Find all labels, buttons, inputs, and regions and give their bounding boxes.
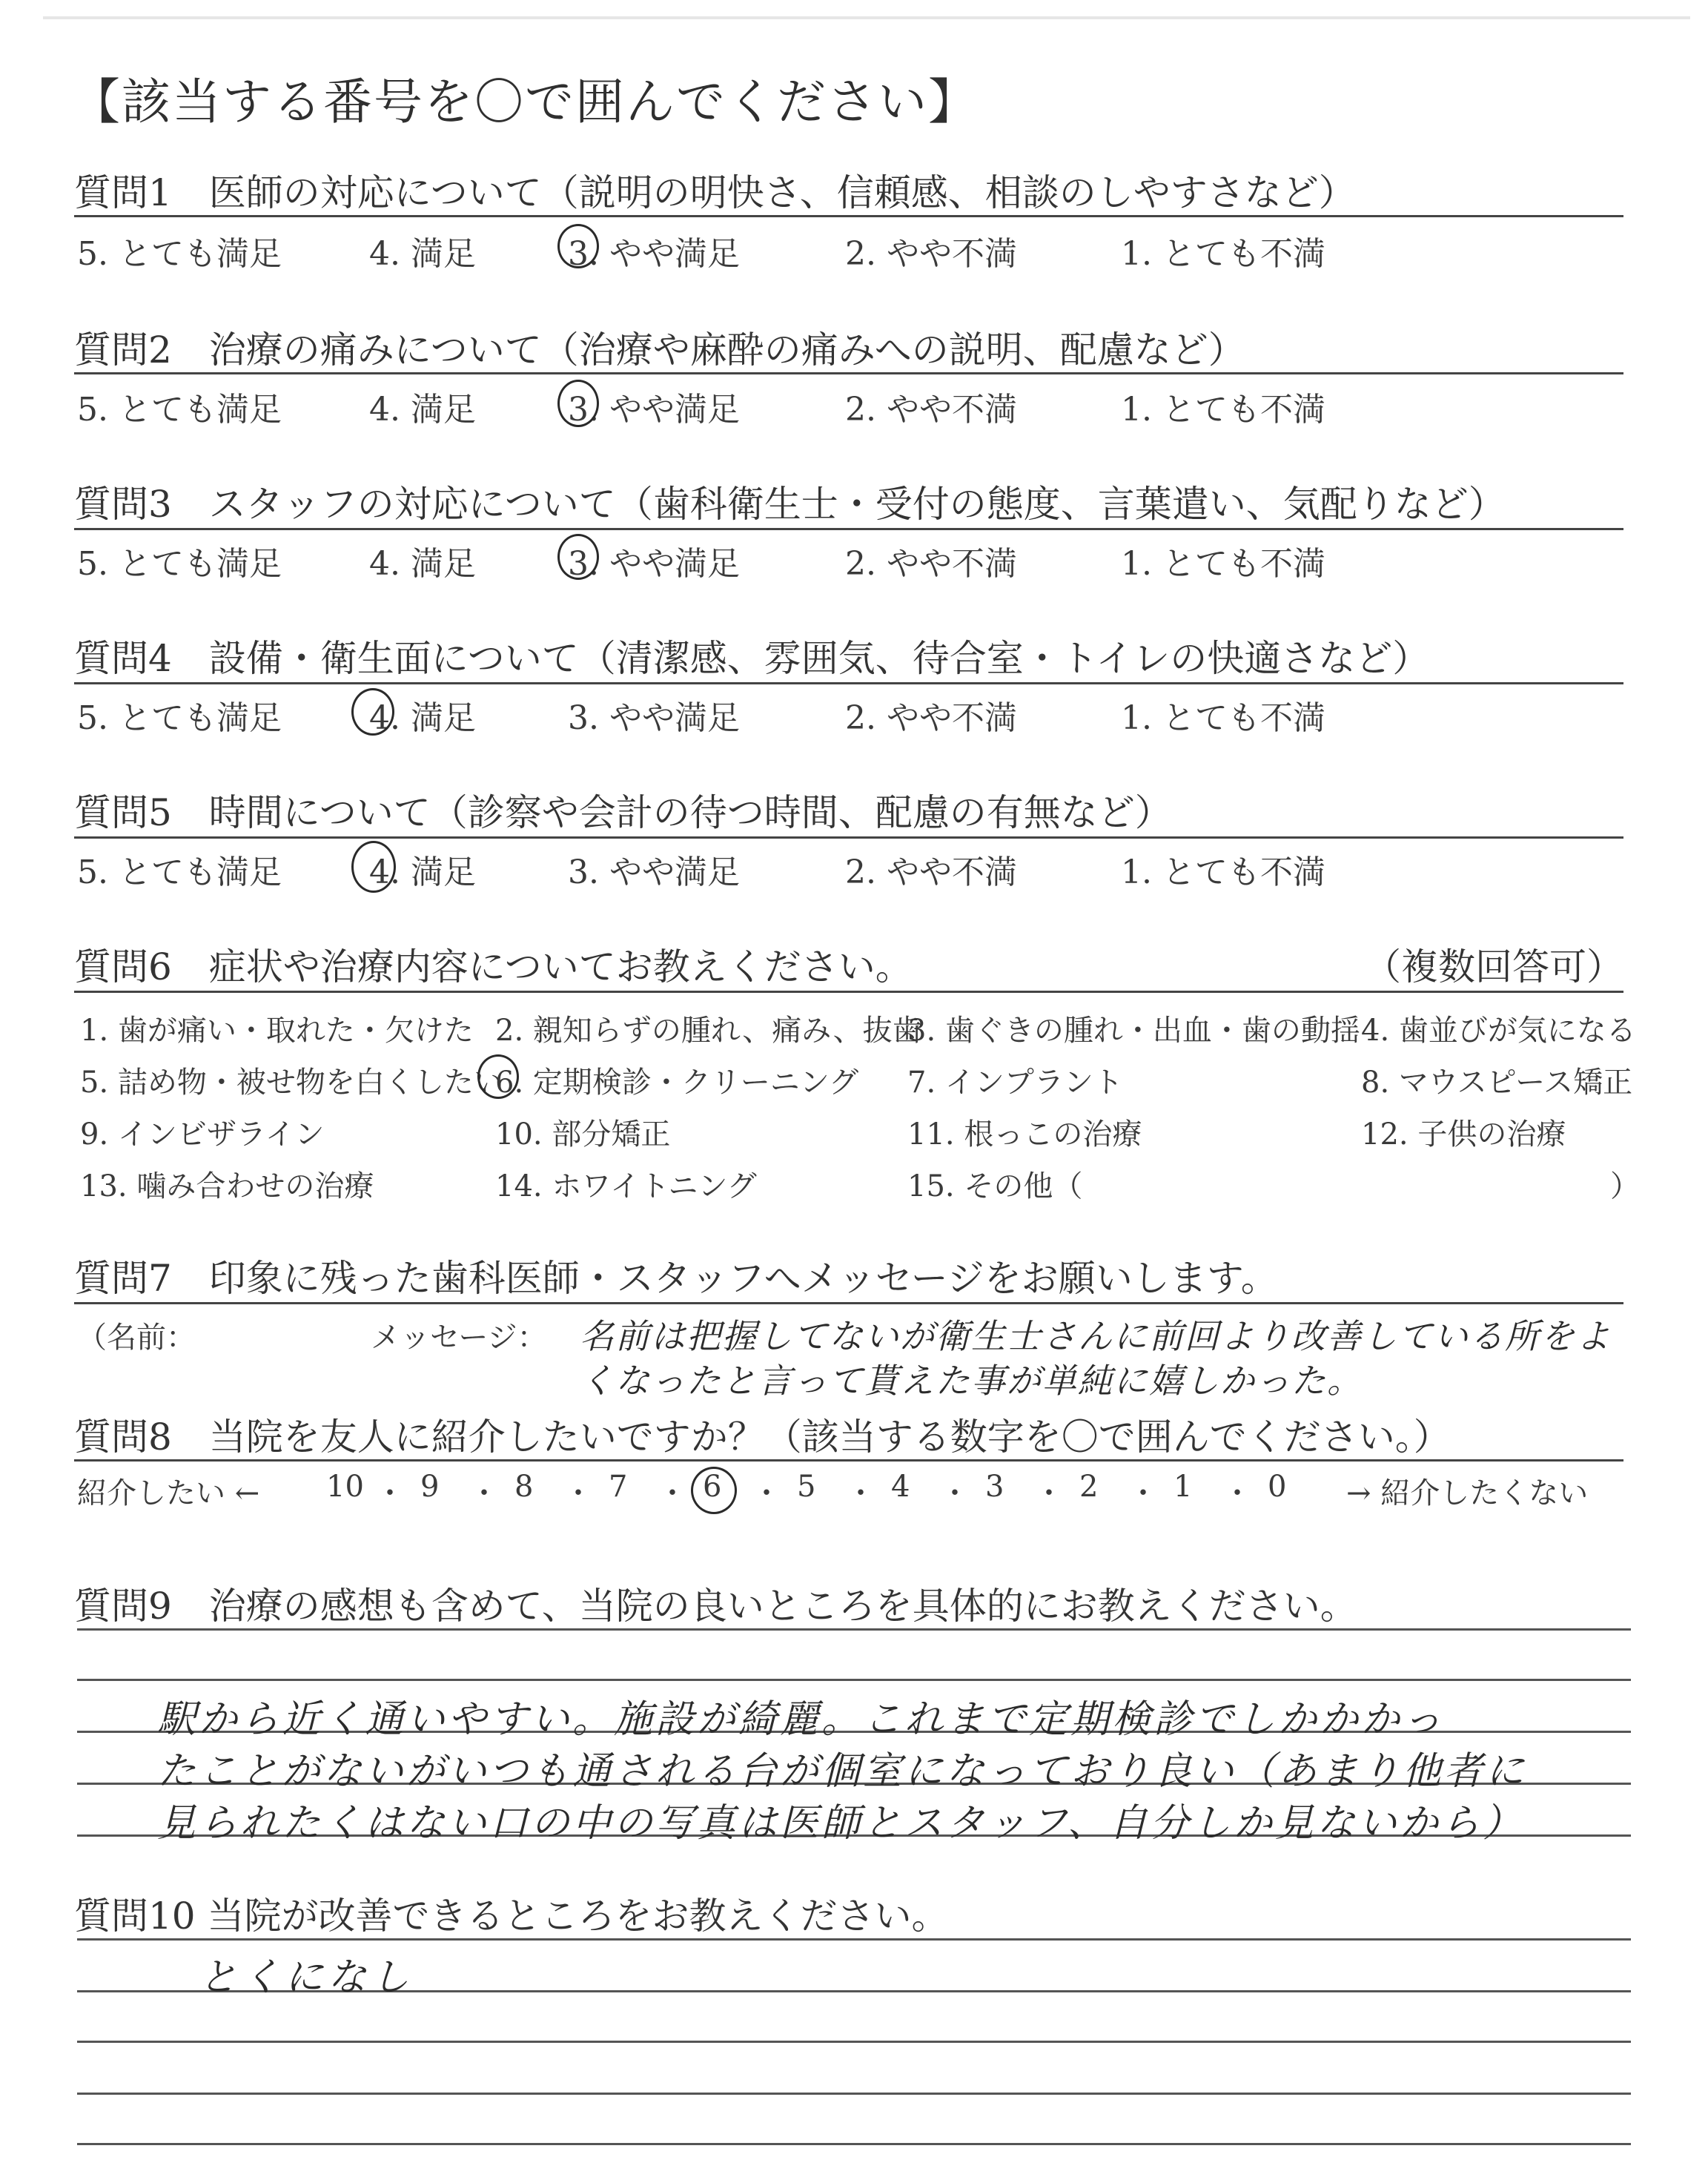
q8-scale-separator: ・ [1128, 1476, 1158, 1510]
q8-scale-separator: ・ [1222, 1476, 1252, 1510]
question-9-title: 質問9 治療の感想も含めて、当院の良いところを具体的にお教えください。 [74, 1585, 1357, 1628]
question-5-title: 質問5 時間について（診察や会計の待つ時間、配慮の有無など） [74, 791, 1172, 834]
q3-option-3[interactable]: 3. やや満足 [568, 545, 740, 583]
question-4-rule [74, 682, 1623, 684]
q9-answer-line-2: たことがないがいつも通される台が個室になっており良い（あまり他者に [157, 1749, 1528, 1794]
question-4-title: 質問4 設備・衛生面について（清潔感、雰囲気、待合室・トイレの快適さなど） [74, 637, 1430, 680]
q2-option-5[interactable]: 5. とても満足 [77, 391, 282, 429]
q6-item-3[interactable]: 3. 歯ぐきの腫れ・出血・歯の動揺 [907, 1014, 1360, 1048]
q8-scale-separator: ・ [940, 1476, 970, 1510]
q9-answer-line-3: 見られたくはない口の中の写真は医師とスタッフ、自分しか見ないから） [157, 1801, 1524, 1846]
q10-line-2 [77, 2041, 1631, 2043]
q6-item-13[interactable]: 13. 噛み合わせの治療 [80, 1169, 374, 1203]
question-6-rule [74, 991, 1623, 993]
q5-option-3[interactable]: 3. やや満足 [568, 853, 740, 891]
q6-item-2[interactable]: 2. 親知らずの腫れ、痛み、抜歯 [495, 1014, 922, 1048]
q4-option-2[interactable]: 2. やや不満 [845, 699, 1017, 737]
q8-scale-value-8[interactable]: 8 [514, 1470, 534, 1504]
q2-option-3[interactable]: 3. やや満足 [568, 391, 740, 429]
q1-option-4[interactable]: 4. 満足 [369, 235, 476, 273]
q4-option-5[interactable]: 5. とても満足 [77, 699, 282, 737]
q8-scale-value-3[interactable]: 3 [985, 1470, 1004, 1504]
q6-selected-circle [477, 1054, 519, 1099]
q6-item-15-close: ） [1610, 1169, 1640, 1203]
q9-line-1 [77, 1679, 1631, 1681]
q4-option-1[interactable]: 1. とても不満 [1121, 699, 1325, 737]
q8-scale-value-1[interactable]: 1 [1174, 1470, 1193, 1504]
q4-selected-circle [351, 688, 394, 736]
question-2-title: 質問2 治療の痛みについて（治療や麻酔の痛みへの説明、配慮など） [74, 328, 1245, 371]
q7-name-label: （名前： [77, 1321, 196, 1355]
page-heading: 【該当する番号を〇で囲んでください】 [71, 73, 979, 131]
q8-right-label: → 紹介したくない [1346, 1476, 1589, 1510]
q2-option-2[interactable]: 2. やや不満 [845, 391, 1017, 429]
question-7-rule [74, 1302, 1623, 1304]
q10-answer: とくになし [199, 1955, 414, 2000]
q6-item-9[interactable]: 9. インビザライン [80, 1117, 325, 1152]
q5-option-5[interactable]: 5. とても満足 [77, 853, 282, 891]
q6-item-14[interactable]: 14. ホワイトニング [495, 1169, 757, 1203]
question-7-title: 質問7 印象に残った歯科医師・スタッフへメッセージをお願いします。 [74, 1257, 1278, 1300]
question-1-title: 質問1 医師の対応について（説明の明快さ、信頼感、相談のしやすさなど） [74, 171, 1356, 214]
q3-option-5[interactable]: 5. とても満足 [77, 545, 282, 583]
question-3-rule [74, 528, 1623, 530]
q3-option-2[interactable]: 2. やや不満 [845, 545, 1017, 583]
q9-line-0 [77, 1628, 1631, 1631]
q8-scale-separator: ・ [752, 1476, 781, 1510]
q10-line-0 [77, 1938, 1631, 1941]
q6-item-7[interactable]: 7. インプラント [907, 1066, 1123, 1100]
q6-item-1[interactable]: 1. 歯が痛い・取れた・欠けた [80, 1014, 474, 1048]
question-10-title: 質問10 当院が改善できるところをお教えください。 [74, 1895, 949, 1938]
q1-selected-circle [557, 224, 599, 268]
q6-item-8[interactable]: 8. マウスピース矯正 [1361, 1066, 1633, 1100]
q6-item-6[interactable]: 6. 定期検診・クリーニング [495, 1066, 859, 1100]
q8-scale-separator: ・ [658, 1476, 687, 1510]
q2-option-1[interactable]: 1. とても不満 [1121, 391, 1325, 429]
q8-scale-value-2[interactable]: 2 [1079, 1470, 1099, 1504]
q8-scale-value-9[interactable]: 9 [420, 1470, 440, 1504]
q8-left-label: 紹介したい ← [77, 1476, 260, 1510]
q3-option-1[interactable]: 1. とても不満 [1121, 545, 1325, 583]
q8-scale-separator: ・ [469, 1476, 499, 1510]
question-8-title: 質問8 当院を友人に紹介したいですか？（該当する数字を〇で囲んでください。） [74, 1416, 1451, 1459]
q6-item-10[interactable]: 10. 部分矯正 [495, 1117, 671, 1152]
q5-option-4[interactable]: 4. 満足 [369, 853, 476, 891]
question-8-rule [74, 1459, 1623, 1462]
q2-selected-circle [557, 380, 599, 427]
q7-message-line-2: くなったと言って貰えた事が単純に嬉しかった。 [580, 1361, 1363, 1401]
q8-scale-value-4[interactable]: 4 [891, 1470, 910, 1504]
q6-item-4[interactable]: 4. 歯並びが気になる [1361, 1014, 1636, 1048]
q8-scale-value-7[interactable]: 7 [609, 1470, 628, 1504]
q8-scale-value-10[interactable]: 10 [326, 1470, 364, 1504]
q1-option-2[interactable]: 2. やや不満 [845, 235, 1017, 273]
q7-message-label: メッセージ： [371, 1321, 547, 1355]
q10-line-3 [77, 2093, 1631, 2095]
q8-scale-value-6[interactable]: 6 [703, 1470, 722, 1504]
q8-selected-circle [691, 1467, 737, 1514]
q8-scale-value-5[interactable]: 5 [797, 1470, 816, 1504]
question-5-rule [74, 836, 1623, 839]
question-2-rule [74, 372, 1623, 374]
q2-option-4[interactable]: 4. 満足 [369, 391, 476, 429]
question-6-note: （複数回答可） [1364, 945, 1623, 988]
top-border [43, 16, 1690, 19]
question-1-rule [74, 215, 1623, 217]
q6-item-12[interactable]: 12. 子供の治療 [1361, 1117, 1566, 1152]
q6-item-5[interactable]: 5. 詰め物・被せ物を白くしたい [80, 1066, 503, 1100]
q8-scale-separator: ・ [375, 1476, 405, 1510]
q1-option-3[interactable]: 3. やや満足 [568, 235, 740, 273]
q10-line-4 [77, 2143, 1631, 2145]
q5-selected-circle [351, 841, 396, 893]
q8-scale-separator: ・ [846, 1476, 875, 1510]
q3-option-4[interactable]: 4. 満足 [369, 545, 476, 583]
q5-option-1[interactable]: 1. とても不満 [1121, 853, 1325, 891]
q7-message-line-1: 名前は把握してないが衛生士さんに前回より改善している所をよ [580, 1316, 1612, 1356]
q6-item-15[interactable]: 15. その他（ [907, 1169, 1083, 1203]
q8-scale-separator: ・ [1034, 1476, 1064, 1510]
q1-option-1[interactable]: 1. とても不満 [1121, 235, 1325, 273]
q9-answer-line-1: 駅から近く通いやすい。施設が綺麗。これまで定期検診でしかかかっ [157, 1697, 1445, 1742]
question-3-title: 質問3 スタッフの対応について（歯科衛生士・受付の態度、言葉遣い、気配りなど） [74, 483, 1506, 526]
q3-selected-circle [557, 534, 599, 580]
q4-option-3[interactable]: 3. やや満足 [568, 699, 740, 737]
q6-item-11[interactable]: 11. 根っこの治療 [907, 1117, 1142, 1152]
q5-option-2[interactable]: 2. やや不満 [845, 853, 1017, 891]
q4-option-4[interactable]: 4. 満足 [369, 699, 476, 737]
q1-option-5[interactable]: 5. とても満足 [77, 235, 282, 273]
question-6-title: 質問6 症状や治療内容についてお教えください。 [74, 945, 913, 988]
q8-scale-separator: ・ [563, 1476, 593, 1510]
q8-scale-value-0[interactable]: 0 [1268, 1470, 1287, 1504]
